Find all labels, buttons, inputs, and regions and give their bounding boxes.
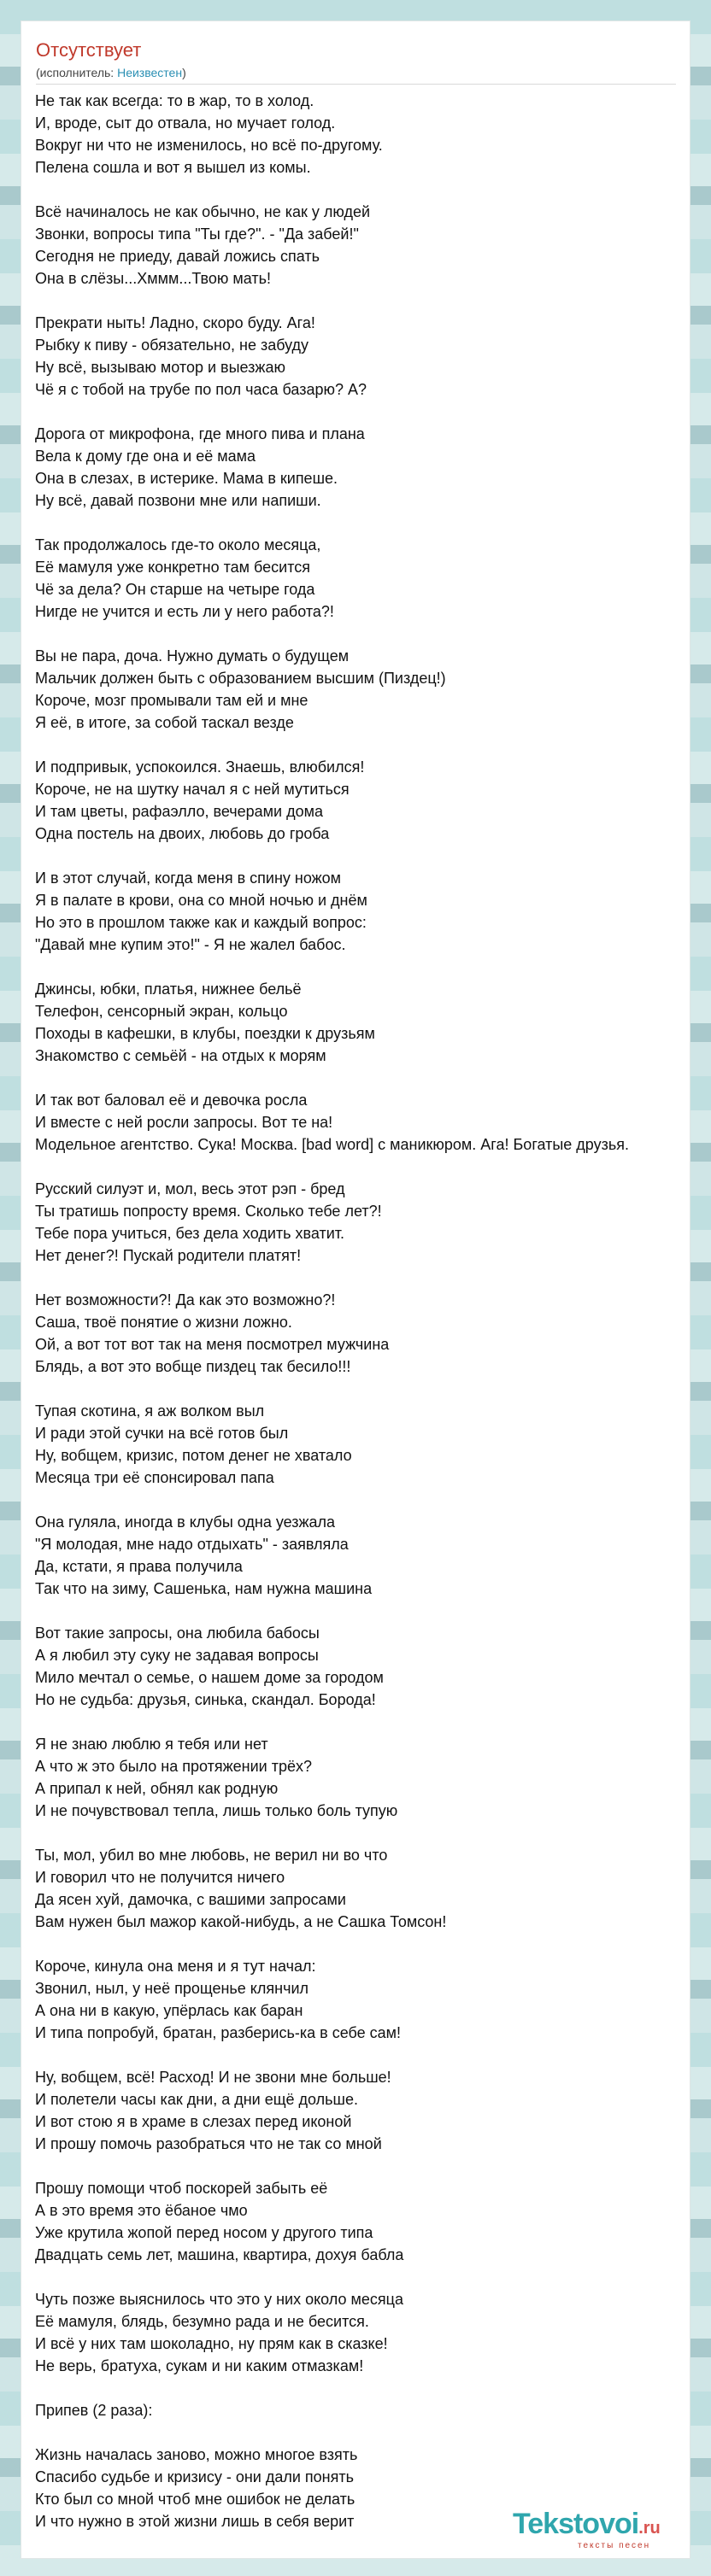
lyrics-stanza [35,978,685,1067]
lyrics-line: Дорога от микрофона, где много пива и плана [35,425,365,442]
lyrics-line: А что ж это было на протяжении трёх? [35,1758,312,1775]
lyrics-line: Чё за дела? Он старше на четыре года [35,581,315,598]
lyrics-line: Двадцать семь лет, машина, квартира, дохуя бабла [35,2246,404,2263]
lyrics-line: Одна постель на двоих, любовь до гроба [35,825,330,842]
lyrics-stanza [35,2177,685,2266]
lyrics-line: Но это в прошлом также как и каждый вопрос: [35,914,367,931]
lyrics-line: Припев (2 раза): [35,2402,153,2419]
lyrics-stanza [35,2288,685,2377]
lyrics-stanza [35,1289,685,1378]
lyrics-line: И, вроде, сыт до отвала, но мучает голод. [35,114,336,132]
lyrics-line: Тупая скотина, я аж волком выл [35,1402,265,1420]
lyrics-line: И там цветы, рафаэлло, вечерами дома [35,803,323,820]
lyrics-line: Нигде не учится и есть ли у него работа?! [35,603,334,620]
lyrics-line: Она в слёзы...Хммм...Твою мать! [35,270,272,287]
performer-prefix: (исполнитель: [36,66,118,79]
lyrics-stanza [35,1844,685,1933]
lyrics-line: И вот стою я в храме в слезах перед иконой [35,2113,352,2130]
lyrics-line: А я любил эту суку не задавая вопросы [35,1647,319,1664]
lyrics-line: Вы не пара, доча. Нужно думать о будущем [35,647,350,664]
lyrics-line: Ну всё, вызываю мотор и выезжаю [35,359,285,376]
lyrics-line: Да, кстати, я права получила [35,1558,243,1575]
lyrics-stanza [35,1733,685,1822]
lyrics-line: И типа попробуй, братан, разберись-ка в себе сам! [35,2024,402,2041]
lyrics-line: Телефон, сенсорный экран, кольцо [35,1003,288,1020]
lyrics-line: "Я молодая, мне надо отдыхать" - заявляла [35,1536,349,1553]
logo-brand-name: Tekstovoi [513,2508,639,2540]
lyrics-line: Саша, твоё понятие о жизни ложно. [35,1314,292,1331]
lyrics-stanza [35,645,685,734]
lyrics-line: И вместе с ней росли запросы. Вот те на! [35,1114,333,1131]
lyrics-line: Ой, а вот тот вот так на меня посмотрел мужчина [35,1336,390,1353]
lyrics-line: Да ясен хуй, дамочка, с вашими запросами [35,1891,346,1908]
lyrics-line: Прекрати ныть! Ладно, скоро буду. Ага! [35,314,315,331]
lyrics-line: Она гуляла, иногда в клубы одна уезжала [35,1513,336,1531]
lyrics-line: И в этот случай, когда меня в спину ножом [35,869,342,887]
logo-brand [513,2507,661,2545]
lyrics-body [35,90,685,2555]
lyrics-line: "Давай мне купим это!" - Я не жалел бабос. [35,936,346,953]
lyrics-line: Кто был со мной чтоб мне ошибок не делать [35,2491,356,2508]
lyrics-stanza [35,1622,685,1711]
lyrics-line: Звонки, вопросы типа "Ты где?". - "Да забей!" [35,225,359,243]
lyrics-line: Короче, не на шутку начал я с ней мутиться [35,781,350,798]
artist-link[interactable]: Неизвестен [117,66,183,79]
lyrics-line: Прошу помощи чтоб поскорей забыть её [35,2180,328,2197]
lyrics-stanza [35,1089,685,1156]
lyrics-line: Ты, мол, убил во мне любовь, не верил ни во что [35,1847,388,1864]
lyrics-line: Я её, в итоге, за собой таскал везде [35,714,294,731]
lyrics-line: А в это время это ёбаное чмо [35,2202,248,2219]
lyrics-line: Но не судьба: друзья, синька, скандал. Борода! [35,1691,376,1708]
lyrics-line: Вот такие запросы, она любила бабосы [35,1625,320,1642]
lyrics-line: Чё я с тобой на трубе по пол часа базарю? А? [35,381,367,398]
lyrics-line: И полетели часы как дни, а дни ещё дольше. [35,2091,359,2108]
logo-tagline: тексты песен [578,2541,651,2550]
lyrics-line: Рыбку к пиву - обязательно, не забуду [35,337,309,354]
lyrics-line: Уже крутила жопой перед носом у другого типа [35,2224,373,2241]
lyrics-line: Ты тратишь попросту время. Сколько тебе лет?! [35,1203,382,1220]
lyrics-line: Модельное агентство. Сука! Москва. [bad word] с маникюром. Ага! Богатые друзья. [35,1136,629,1153]
lyrics-line: Блядь, а вот это вобще пиздец так бесило!!! [35,1358,351,1375]
lyrics-line: Чуть позже выяснилось что это у них около месяца [35,2291,403,2308]
lyrics-line: И что нужно в этой жизни лишь в себя верит [35,2513,355,2530]
performer-suffix: ) [182,66,186,79]
lyrics-line: Я в палате в крови, она со мной ночью и днём [35,892,367,909]
lyrics-line: И подпривык, успокоился. Знаешь, влюбился! [35,758,365,776]
lyrics-line: Звонил, ныл, у неё прощенье клянчил [35,1980,309,1997]
lyrics-stanza [35,423,685,512]
lyrics-stanza [35,2066,685,2155]
logo-tld: .ru [638,2519,661,2538]
lyrics-line: И так вот баловал её и девочка росла [35,1092,308,1109]
lyrics-stanza [35,201,685,290]
site-logo[interactable] [513,2507,692,2554]
lyrics-line: Походы в кафешки, в клубы, поездки к друзьям [35,1025,375,1042]
lyrics-line: Ну, вобщем, всё! Расход! И не звони мне больше! [35,2069,391,2086]
lyrics-line: Вела к дому где она и её мама [35,448,256,465]
lyrics-stanza [35,1511,685,1600]
lyrics-line: Её мамуля, блядь, безумно рада и не бесится. [35,2313,369,2330]
lyrics-line: Вокруг ни что не изменилось, но всё по-другому. [35,137,383,154]
lyrics-line: Нет возможности?! Да как это возможно?! [35,1291,336,1308]
lyrics-line: Спасибо судьбе и кризису - они дали понять [35,2468,354,2485]
lyrics-stanza [35,2399,685,2421]
lyrics-line: Тебе пора учиться, без дела ходить хватит. [35,1225,345,1242]
lyrics-line: И ради этой сучки на всё готов был [35,1425,289,1442]
lyrics-line: А припал к ней, обнял как родную [35,1780,279,1797]
lyrics-stanza [35,1400,685,1489]
lyrics-line: Не верь, братуха, сукам и ни каким отмазкам! [35,2357,364,2374]
lyrics-stanza [35,867,685,956]
lyrics-line: Мальчик должен быть с образованием высшим (Пиздец!) [35,670,446,687]
lyrics-line: Ну всё, давай позвони мне или напиши. [35,492,321,509]
lyrics-line: Ну, вобщем, кризис, потом денег не хватало [35,1447,352,1464]
lyrics-line: И не почувствовал тепла, лишь только боль тупую [35,1802,398,1819]
lyrics-stanza [35,1178,685,1267]
lyrics-line: А она ни в какую, упёрлась как баран [35,2002,303,2019]
content-panel [21,20,690,2559]
lyrics-line: Не так как всегда: то в жар, то в холод. [35,92,314,109]
lyrics-line: И говорил что не получится ничего [35,1869,285,1886]
lyrics-line: Короче, кинула она меня и я тут начал: [35,1958,316,1975]
lyrics-line: И всё у них там шоколадно, ну прям как в сказке! [35,2335,388,2352]
lyrics-line: Она в слезах, в истерике. Мама в кипеше. [35,470,338,487]
lyrics-line: Я не знаю люблю я тебя или нет [35,1736,268,1753]
lyrics-line: Месяца три её спонсировал папа [35,1469,274,1486]
lyrics-line: Мило мечтал о семье, о нашем доме за городом [35,1669,384,1686]
lyrics-line: Жизнь началась заново, можно многое взять [35,2446,358,2463]
lyrics-line: Короче, мозг промывали там ей и мне [35,692,308,709]
lyrics-line: Так продолжалось где-то около месяца, [35,536,321,553]
lyrics-stanza [35,90,685,179]
performer-line [36,65,676,85]
lyrics-line: Так что на зиму, Сашенька, нам нужна машина [35,1580,373,1597]
lyrics-line: Вам нужен был мажор какой-нибудь, а не Сашка Томсон! [35,1913,447,1930]
lyrics-line: Знакомство с семьёй - на отдых к морям [35,1047,326,1064]
lyrics-line: Русский силуэт и, мол, весь этот рэп - бред [35,1180,345,1197]
lyrics-stanza [35,756,685,845]
lyrics-line: Её мамуля уже конкретно там бесится [35,559,311,576]
lyrics-stanza [35,1955,685,2044]
lyrics-stanza [35,534,685,623]
lyrics-line: И прошу помочь разобраться что не так со мной [35,2135,382,2152]
lyrics-line: Сегодня не приеду, давай ложись спать [35,248,320,265]
song-title: Отсутствует [36,39,142,61]
lyrics-line: Нет денег?! Пускай родители платят! [35,1247,302,1264]
lyrics-line: Пелена сошла и вот я вышел из комы. [35,159,311,176]
lyrics-line: Джинсы, юбки, платья, нижнее бельё [35,981,302,998]
lyrics-line: Всё начиналось не как обычно, не как у людей [35,203,371,220]
lyrics-stanza [35,312,685,401]
